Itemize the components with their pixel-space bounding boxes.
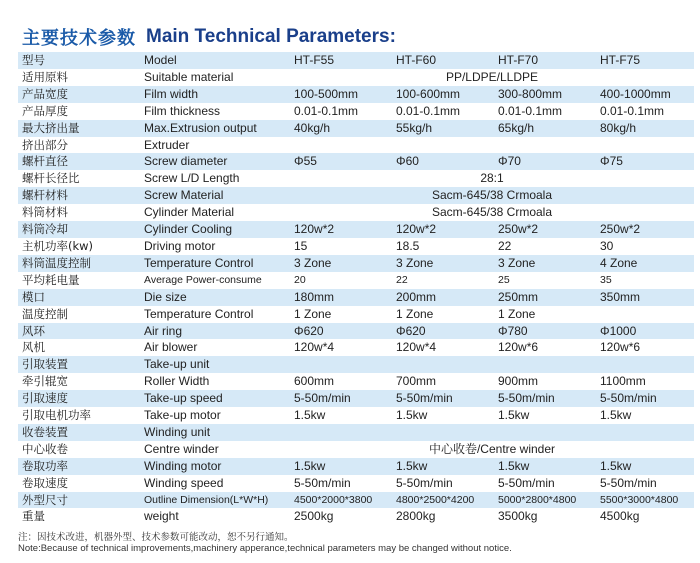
param-value: 1 Zone [392,306,494,323]
param-name-english: Extruder [140,137,290,154]
param-name-chinese: 平均耗电量 [18,272,140,289]
note-english: Note:Because of technical improvements,machinery apperance,technical parameters may be changed without notice. [18,543,512,554]
param-name-english: Winding unit [140,424,290,441]
param-value: 350mm [596,289,694,306]
table-row [18,187,694,204]
param-value: 4500*2000*3800 [290,492,392,509]
param-value: 18.5 [392,238,494,255]
param-value [392,356,494,373]
param-name-english: Centre winder [140,441,290,458]
param-name-chinese: 螺杆直径 [18,153,140,170]
param-value: 0.01-0.1mm [290,103,392,120]
param-value-shared: Sacm-645/38 Crmoala [290,187,694,204]
param-value: 5-50m/min [290,390,392,407]
param-value: 4500kg [596,508,694,525]
param-value [596,137,694,154]
page-title [22,24,396,50]
param-value: Φ55 [290,153,392,170]
param-name-chinese: 重量 [18,508,140,525]
param-name-english: Temperature Control [140,306,290,323]
param-value: 1.5kw [290,407,392,424]
param-name-english: Air blower [140,339,290,356]
table-row [18,475,694,492]
param-value: 0.01-0.1mm [392,103,494,120]
param-name-english: Winding motor [140,458,290,475]
param-value: 120w*4 [392,339,494,356]
param-value: 1 Zone [494,306,596,323]
param-value: 5-50m/min [494,390,596,407]
param-name-chinese: 产品厚度 [18,103,140,120]
param-value-shared: 28:1 [290,170,694,187]
param-value: 5000*2800*4800 [494,492,596,509]
table-row [18,153,694,170]
parameters-table-body [18,52,694,525]
table-row [18,508,694,525]
param-value: 120w*6 [494,339,596,356]
table-row [18,238,694,255]
param-name-chinese: 中心收卷 [18,441,140,458]
param-value [596,306,694,323]
param-value: 1 Zone [290,306,392,323]
param-value: 15 [290,238,392,255]
param-value: 3500kg [494,508,596,525]
parameters-table [18,52,694,525]
param-value: HT-F55 [290,52,392,69]
table-row [18,407,694,424]
param-name-english: Screw L/D Length [140,170,290,187]
param-name-english: Cylinder Cooling [140,221,290,238]
param-value: 5-50m/min [392,390,494,407]
param-name-english: Take-up speed [140,390,290,407]
param-value: 0.01-0.1mm [596,103,694,120]
param-value: HT-F75 [596,52,694,69]
param-name-chinese: 卷取功率 [18,458,140,475]
param-name-english: Cylinder Material [140,204,290,221]
param-name-chinese: 料筒材料 [18,204,140,221]
table-row [18,492,694,509]
param-name-english: Roller Width [140,373,290,390]
param-name-english: Film thickness [140,103,290,120]
param-value: 250mm [494,289,596,306]
param-name-english: weight [140,508,290,525]
param-name-chinese: 主机功率(kw) [18,238,140,255]
param-value: 20 [290,272,392,289]
param-value: 2800kg [392,508,494,525]
table-row [18,69,694,86]
param-value: 1.5kw [494,407,596,424]
param-name-chinese: 温度控制 [18,306,140,323]
param-value: 25 [494,272,596,289]
param-value: 3 Zone [290,255,392,272]
param-name-english: Driving motor [140,238,290,255]
param-value: 5-50m/min [596,475,694,492]
param-value: 1.5kw [290,458,392,475]
param-value: 5-50m/min [494,475,596,492]
table-row [18,120,694,137]
param-value: 40kg/h [290,120,392,137]
param-value: 5-50m/min [392,475,494,492]
param-name-english: Die size [140,289,290,306]
param-value: 180mm [290,289,392,306]
param-value: 700mm [392,373,494,390]
param-value: 0.01-0.1mm [494,103,596,120]
param-name-english: Winding speed [140,475,290,492]
param-value: Φ1000 [596,323,694,340]
param-name-chinese: 最大挤出量 [18,120,140,137]
table-row [18,323,694,340]
param-value: 1.5kw [494,458,596,475]
param-name-chinese: 风机 [18,339,140,356]
param-value: HT-F60 [392,52,494,69]
table-row [18,221,694,238]
param-value: 22 [494,238,596,255]
param-value: 1.5kw [392,407,494,424]
table-row [18,356,694,373]
table-row [18,103,694,120]
param-value: 200mm [392,289,494,306]
param-value: 35 [596,272,694,289]
table-row [18,424,694,441]
param-value: 5500*3000*4800 [596,492,694,509]
param-value: 900mm [494,373,596,390]
table-row [18,204,694,221]
param-value: 1.5kw [596,458,694,475]
param-value: 120w*2 [392,221,494,238]
param-name-english: Model [140,52,290,69]
param-value: Φ60 [392,153,494,170]
table-row [18,441,694,458]
table-row [18,289,694,306]
notes [18,532,512,554]
param-value [392,137,494,154]
param-name-chinese: 螺杆长径比 [18,170,140,187]
param-value [596,424,694,441]
param-value: Φ620 [392,323,494,340]
param-value: 120w*6 [596,339,694,356]
param-value: 55kg/h [392,120,494,137]
title-chinese: 主要技术参数 [22,28,136,49]
param-name-chinese: 产品宽度 [18,86,140,103]
table-row [18,137,694,154]
param-value: 3 Zone [392,255,494,272]
param-value: 400-1000mm [596,86,694,103]
param-value: Φ620 [290,323,392,340]
table-row [18,339,694,356]
param-value [392,424,494,441]
param-value: 1100mm [596,373,694,390]
param-value: 120w*2 [290,221,392,238]
param-name-english: Temperature Control [140,255,290,272]
param-name-chinese: 模口 [18,289,140,306]
note-chinese: 注：因技术改进，机器外型、技术参数可能改动，恕不另行通知。 [18,532,294,543]
param-value: 5-50m/min [290,475,392,492]
param-name-chinese: 外型尺寸 [18,492,140,509]
param-value: HT-F70 [494,52,596,69]
param-value: Φ70 [494,153,596,170]
table-row [18,306,694,323]
param-value: 100-500mm [290,86,392,103]
param-value: 22 [392,272,494,289]
param-name-chinese: 型号 [18,52,140,69]
param-name-chinese: 牵引辊宽 [18,373,140,390]
param-value: 4 Zone [596,255,694,272]
param-value-shared: 中心收卷/Centre winder [290,441,694,458]
param-value [494,356,596,373]
param-value: 2500kg [290,508,392,525]
table-row [18,255,694,272]
param-value: 100-600mm [392,86,494,103]
param-name-chinese: 挤出部分 [18,137,140,154]
param-name-english: Air ring [140,323,290,340]
param-value: 80kg/h [596,120,694,137]
param-value: 120w*4 [290,339,392,356]
param-value-shared: Sacm-645/38 Crmoala [290,204,694,221]
param-value [290,137,392,154]
param-value: 65kg/h [494,120,596,137]
param-name-english: Screw Material [140,187,290,204]
param-value [290,356,392,373]
param-value: 3 Zone [494,255,596,272]
title-english: Main Technical Parameters: [146,26,396,47]
param-value: 1.5kw [392,458,494,475]
param-value [596,356,694,373]
param-name-chinese: 螺杆材料 [18,187,140,204]
param-value: 600mm [290,373,392,390]
param-name-english: Film width [140,86,290,103]
param-value: 250w*2 [494,221,596,238]
table-row [18,373,694,390]
table-row [18,86,694,103]
param-value: 4800*2500*4200 [392,492,494,509]
param-name-chinese: 引取速度 [18,390,140,407]
param-name-english: Max.Extrusion output [140,120,290,137]
param-name-english: Take-up motor [140,407,290,424]
param-name-chinese: 收卷装置 [18,424,140,441]
param-value-shared: PP/LDPE/LLDPE [290,69,694,86]
table-row [18,272,694,289]
param-name-chinese: 料筒冷却 [18,221,140,238]
param-name-english: Take-up unit [140,356,290,373]
param-name-english: Suitable material [140,69,290,86]
param-name-english: Screw diameter [140,153,290,170]
param-name-chinese: 适用原料 [18,69,140,86]
param-name-chinese: 引取电机功率 [18,407,140,424]
param-value [494,137,596,154]
param-value: 300-800mm [494,86,596,103]
param-value: Φ75 [596,153,694,170]
table-row [18,170,694,187]
param-value: 5-50m/min [596,390,694,407]
table-row [18,390,694,407]
param-value: 250w*2 [596,221,694,238]
param-value [494,424,596,441]
param-value: 1.5kw [596,407,694,424]
param-name-english: Average Power-consume [140,272,290,289]
param-name-chinese: 风环 [18,323,140,340]
param-name-chinese: 卷取速度 [18,475,140,492]
param-value: 30 [596,238,694,255]
param-name-chinese: 引取装置 [18,356,140,373]
table-row [18,458,694,475]
param-name-chinese: 料筒温度控制 [18,255,140,272]
param-value [290,424,392,441]
param-value: Φ780 [494,323,596,340]
param-name-english: Outline Dimension(L*W*H) [140,492,290,509]
table-row [18,52,694,69]
